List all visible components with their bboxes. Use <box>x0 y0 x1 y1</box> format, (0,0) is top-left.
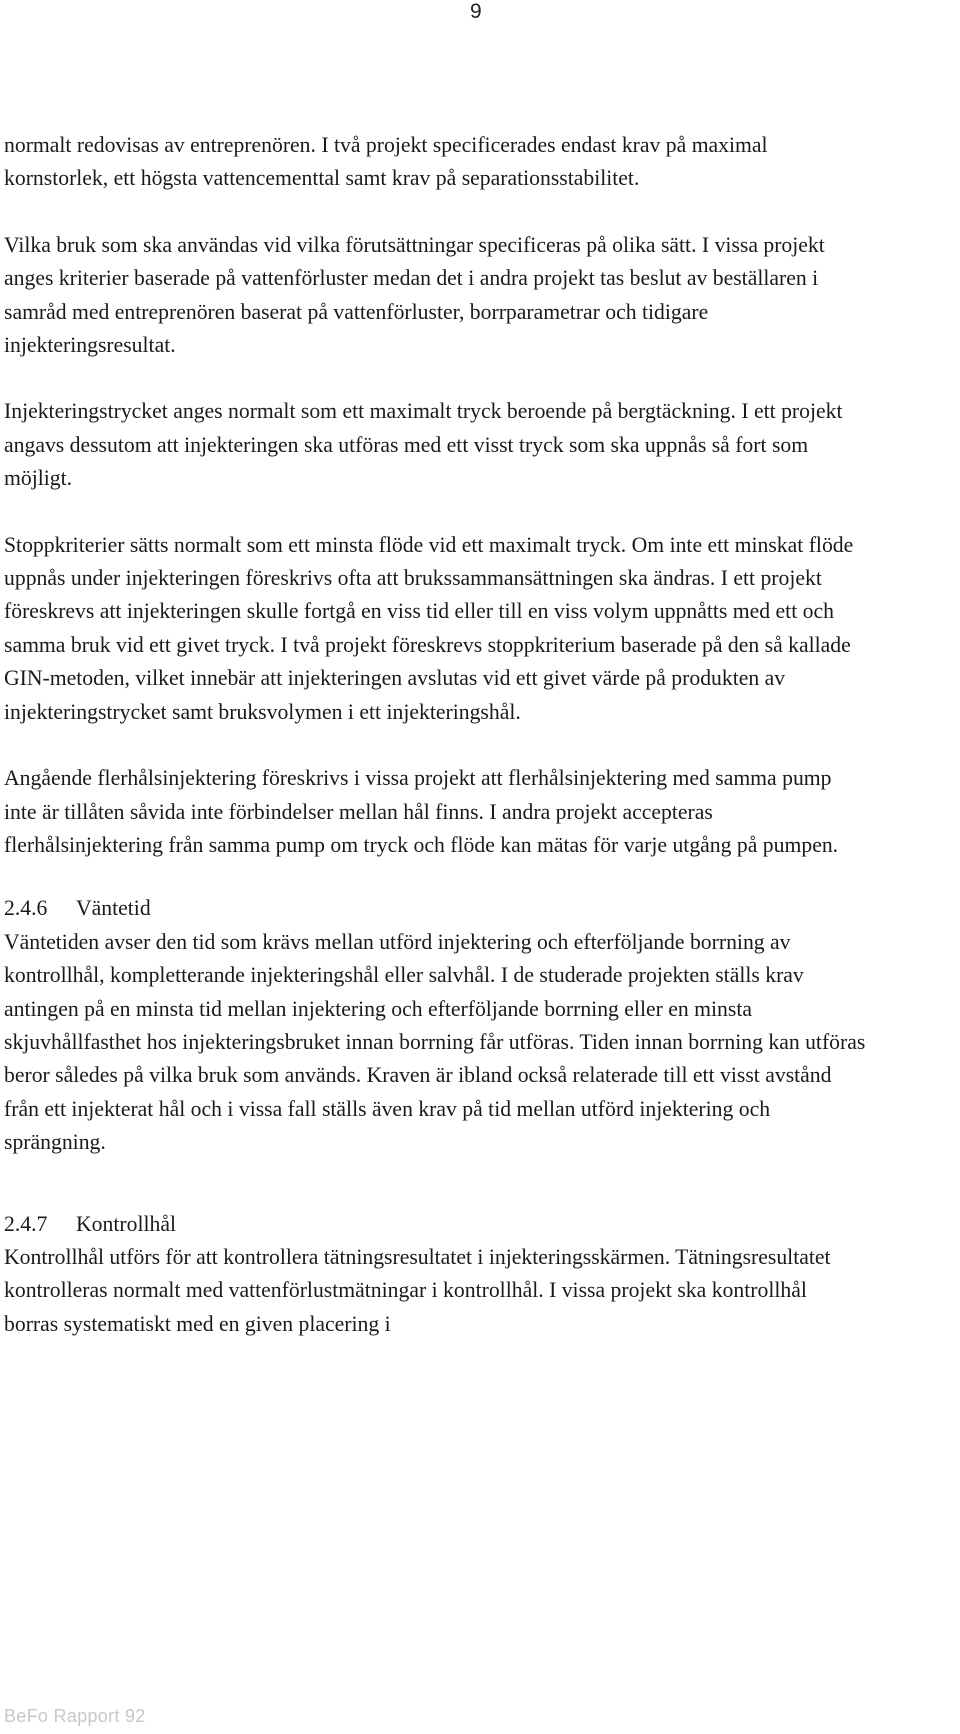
section-body: Kontrollhål utförs för att kontrollera tätningsresultatet i injekteringsskärmen. Tätningsresultatet kontrolleras normalt med vattenförlustmätningar i kontrollhål. I vissa projekt ska kontrollhål borras systematiskt med en given placering i <box>4 1244 831 1336</box>
section-2-4-6 <box>4 892 954 1159</box>
section-title: Väntetid <box>76 896 151 921</box>
paragraph-2: Vilka bruk som ska användas vid vilka förutsättningar specificeras på olika sätt. I vissa projekt anges kriterier baserade på vattenförluster medan det i andra projekt tas beslut av beställaren i samråd med entreprenören baserat på vattenförluster, borrparametrar och tidigare injekteringsresultat. <box>4 232 825 358</box>
page-number: 9 <box>470 0 482 23</box>
paragraph-1: normalt redovisas av entreprenören. I två projekt specificerades endast krav på maximal kornstorlek, ett högsta vattencementtal samt krav på separationsstabilitet. <box>4 133 768 191</box>
section-heading <box>4 1208 954 1241</box>
section-number: 2.4.6 <box>4 896 48 921</box>
section-number: 2.4.7 <box>4 1211 48 1236</box>
paragraph-3: Injekteringstrycket anges normalt som ett maximalt tryck beroende på bergtäckning. I ett projekt angavs dessutom att injekteringen ska utföras med ett visst tryck som ska uppnås så fort som möjligt. <box>4 399 843 491</box>
section-2-4-7 <box>4 1208 954 1342</box>
paragraph-4: Stoppkriterier sätts normalt som ett minsta flöde vid ett maximalt tryck. Om inte ett minskat flöde uppnås under injekteringen föreskrivs ofta att brukssammansättningen ska ändras. I ett projekt föreskrevs att injekteringen skulle fortgå en viss tid eller till en viss volym uppnåtts med ett och samma bruk vid ett givet tryck. I två projekt föreskrevs stoppkriterium baserade på den så kallade GIN-metoden, vilket innebär att injekteringen avslutas vid ett givet värde på produkten av injekteringstrycket samt bruksvolymen i ett injekteringshål. <box>4 532 854 724</box>
section-title: Kontrollhål <box>76 1211 176 1236</box>
section-body: Väntetiden avser den tid som krävs mellan utförd injektering och efterföljande borrning av kontrollhål, kompletterande injekteringshål eller salvhål. I de studerade projekten ställs krav antingen på en minsta tid mellan injektering och efterföljande borrning eller en minsta skjuvhållfasthet hos injekteringsbruket innan borrning får utföras. Tiden innan borrning kan utföras beror således på vilka bruk som används. Kraven är ibland också relaterade till ett visst avstånd från ett injekterat hål och i vissa fall ställs även krav på tid mellan utförd injektering och sprängning. <box>4 929 866 1155</box>
paragraph-5: Angående flerhålsinjektering föreskrivs i vissa projekt att flerhålsinjektering med samma pump inte är tillåten såvida inte förbindelser mellan hål finns. I andra projekt accepteras flerhålsinjektering från samma pump om tryck och flöde kan mätas för varje utgång på pumpen. <box>4 766 839 857</box>
footer-report-label: BeFo Rapport 92 <box>4 1706 146 1726</box>
section-heading <box>4 892 954 925</box>
document-body <box>4 129 954 1341</box>
